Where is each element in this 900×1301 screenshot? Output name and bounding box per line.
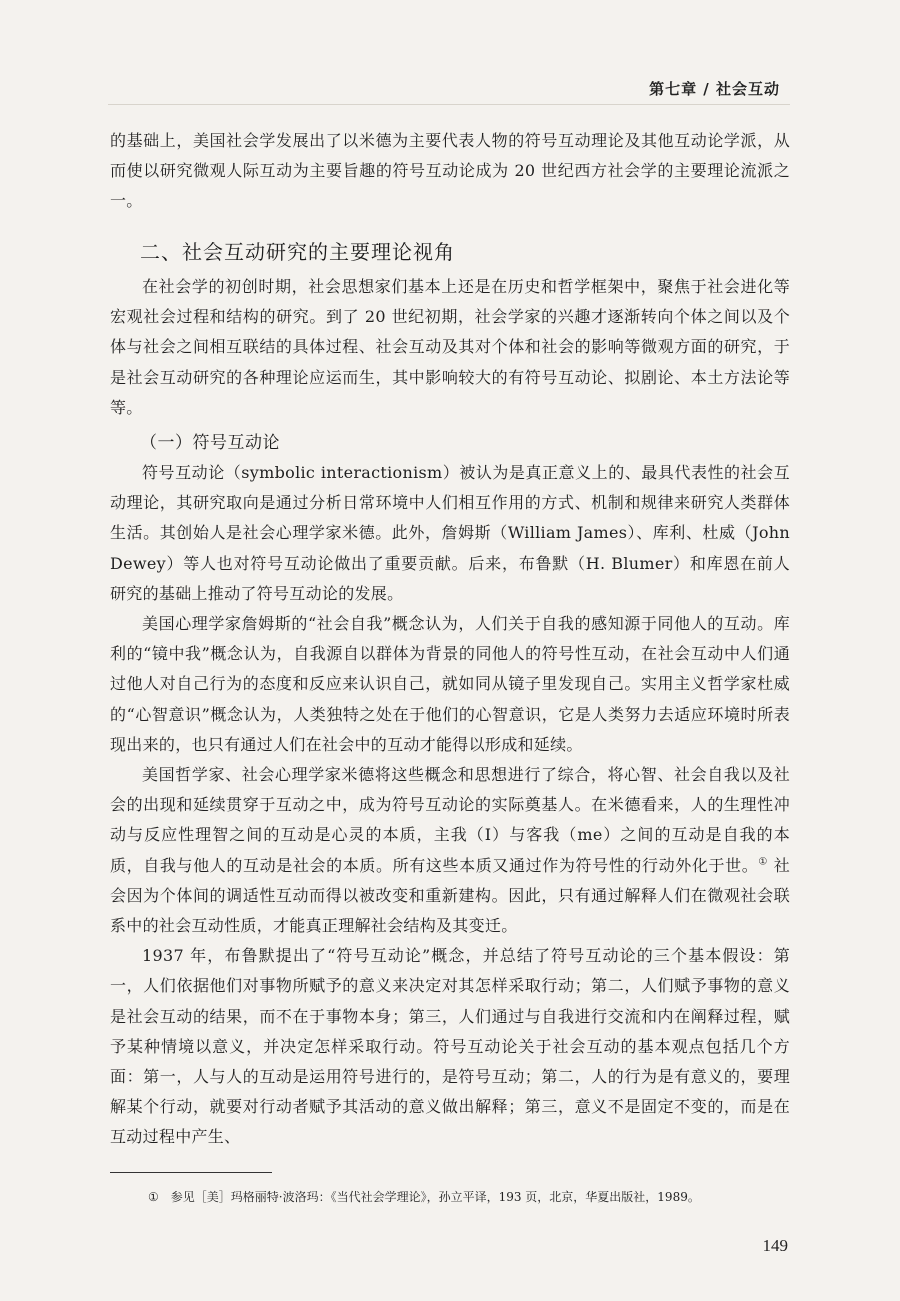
footnote-mark: ① [148, 1190, 159, 1204]
footnote-reference[interactable]: ① [758, 856, 768, 868]
mead-paragraph [110, 760, 790, 941]
footnote-rule [110, 1172, 272, 1173]
subsection-heading: （一）符号互动论 [140, 433, 280, 453]
definition-paragraph: 符号互动论（symbolic interactionism）被认为是真正意义上的、最具代表性的社会互动理论，其研究取向是通过分析日常环境中人们相互作用的方式、机制和规律来研究人类群体生活。其创始人是社会心理学家米德。此外，詹姆斯（William James）、库利、杜威（John Dewey）等人也对符号互动论做出了重要贡献。后来，布鲁默（H. Blumer）和库恩在前人研究的基础上推动了符号互动论的发展。 [110, 463, 790, 603]
header-rule [108, 104, 790, 105]
section-paragraph: 在社会学的初创时期，社会思想家们基本上还是在历史和哲学框架中，聚焦于社会进化等宏观社会过程和结构的研究。到了 20 世纪初期，社会学家的兴趣才逐渐转向个体之间以及个体与社会之间相互联结的具体过程、社会互动及其对个体和社会的影响等微观方面的研究，于是社会互动研究的各种理论应运而生，其中影响较大的有符号互动论、拟剧论、本土方法论等等。 [110, 277, 790, 417]
section-heading: 二、社会互动研究的主要理论视角 [140, 240, 455, 264]
concepts-paragraph: 美国心理学家詹姆斯的“社会自我”概念认为，人们关于自我的感知源于同他人的互动。库利的“镜中我”概念认为，自我源自以群体为背景的同他人的符号性互动，在社会互动中人们通过他人对自己行为的态度和反应来认识自己，就如同从镜子里发现自己。实用主义哲学家杜威的“心智意识”概念认为，人类独特之处在于他们的心智意识，它是人类努力去适应环境时所表现出来的，也只有通过人们在社会中的互动才能得以形成和延续。 [110, 614, 790, 754]
page-number: 149 [762, 1236, 788, 1255]
intro-paragraph: 的基础上，美国社会学发展出了以米德为主要代表人物的符号互动理论及其他互动论学派，从而使以研究微观人际互动为主要旨趣的符号互动论成为 20 世纪西方社会学的主要理论流派之一。 [110, 131, 790, 211]
intro-block [110, 126, 790, 217]
running-head: 第七章 / 社会互动 [649, 80, 780, 98]
section-intro-block [110, 272, 790, 423]
footnote [148, 1188, 788, 1206]
mead-text-part2: 社会因为个体间的调适性互动而得以被改变和重新建构。因此，只有通过解释人们在微观社会联系中的社会互动性质，才能真正理解社会结构及其变迁。 [110, 855, 791, 936]
blumer-paragraph: 1937 年，布鲁默提出了“符号互动论”概念，并总结了符号互动论的三个基本假设：第一，人们依据他们对事物所赋予的意义来决定对其怎样采取行动；第二，人们赋予事物的意义是社会互动的结果，而不在于事物本身；第三，人们通过与自我进行交流和内在阐释过程，赋予某种情境以意义，并决定怎样采取行动。符号互动论关于社会互动的基本观点包括几个方面：第一，人与人的互动是运用符号进行的，是符号互动；第二，人的行为是有意义的，要理解某个行动，就要对行动者赋予其活动的意义做出解释；第三，意义不是固定不变的，而是在互动过程中产生、 [110, 946, 790, 1147]
subsection-body [110, 458, 790, 1153]
mead-text-part1: 美国哲学家、社会心理学家米德将这些概念和思想进行了综合，将心智、社会自我以及社会的出现和延续贯穿于互动之中，成为符号互动论的实际奠基人。在米德看来，人的生理性冲动与反应性理智之间的互动是心灵的本质，主我（I）与客我（me）之间的互动是自我的本质，自我与他人的互动是社会的本质。所有这些本质又通过作为符号性的行动外化于世。 [110, 765, 790, 875]
footnote-text: 参见［美］玛格丽特·波洛玛：《当代社会学理论》，孙立平译，193 页，北京，华夏出版社，1989。 [170, 1190, 700, 1204]
